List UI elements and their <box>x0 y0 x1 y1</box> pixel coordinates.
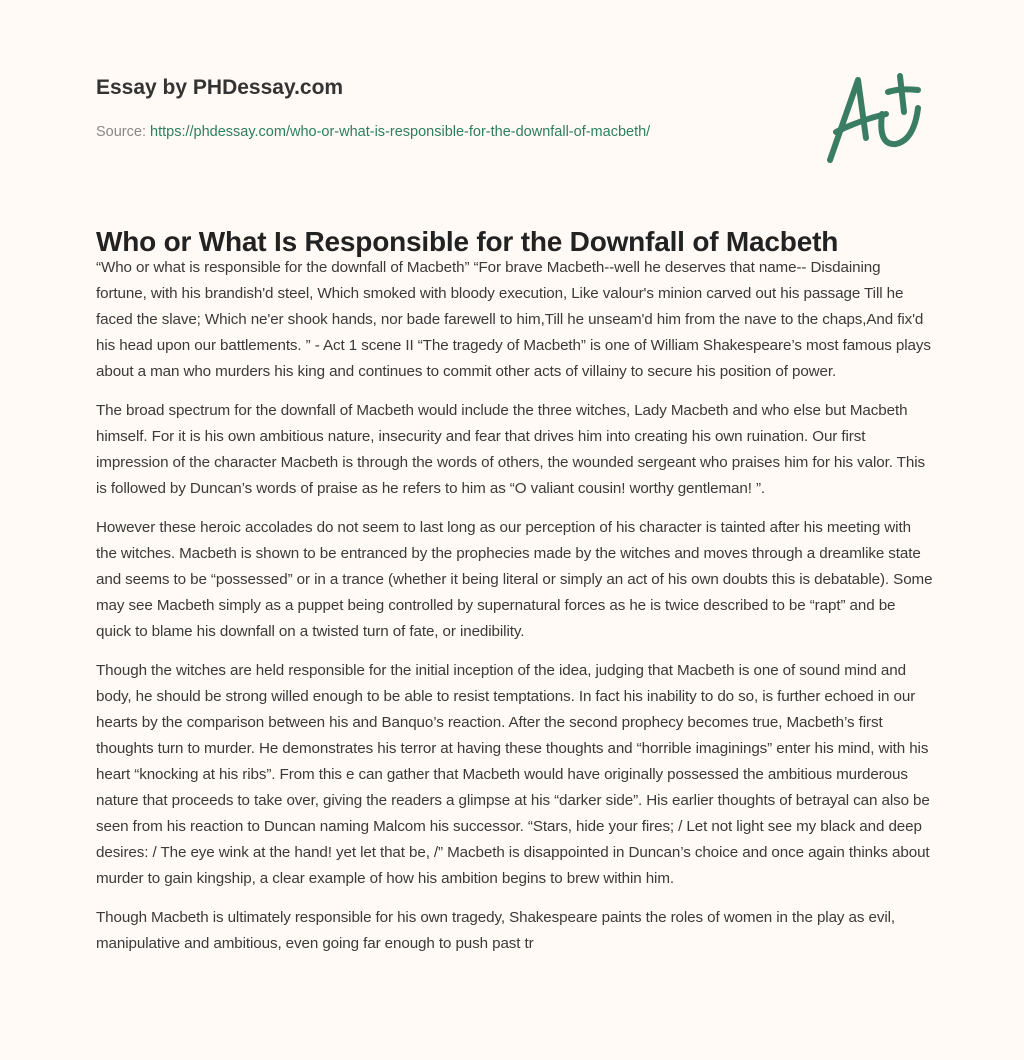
paragraph: Though Macbeth is ultimately responsible for his own tragedy, Shakespeare paints the roles of women in the play as evil, manipulative and ambitious, even going far enough to push past tr <box>96 909 895 952</box>
paragraph: The broad spectrum for the downfall of Macbeth would include the three witches, Lady Macbeth and who else but Macbeth himself. For it is his own ambitious nature, insecurity and fear that drives him into creating his own ruination. Our first impression of the character Macbeth is through the words of others, the wounded sergeant who praises him for his valor. This is followed by Duncan’s words of praise as he refers to him as “O valiant cousin! worthy gentleman! ”. <box>96 402 925 497</box>
source-link[interactable]: https://phdessay.com/who-or-what-is-responsible-for-the-downfall-of-macbeth/ <box>150 124 651 140</box>
article-title: Who or What Is Responsible for the Downfall of Macbeth <box>96 226 839 257</box>
source-label: Source: <box>96 124 146 140</box>
paragraph: “Who or what is responsible for the downfall of Macbeth” “For brave Macbeth--well he deserves that name-- Disdaining fortune, with his brandish'd steel, Which smoked with bloody execution, Like valour's minion carved out his passage Till he faced the slave; Which ne'er shook hands, nor bade farewell to him,Till he unseam'd him from the nave to the chaps,And fix'd his head upon our battlements. ” - Act 1 scene II “The tragedy of Macbeth” is one of William Shakespeare’s most famous plays about a man who murders his king and continues to commit other acts of villainy to secure his position of power. <box>96 259 931 380</box>
paragraph: Though the witches are held responsible for the initial inception of the idea, judging that Macbeth is one of sound mind and body, he should be strong willed enough to be able to resist temptations. In fact his inability to do so, is further echoed in our hearts by the comparison between his and Banquo’s reaction. After the second prophecy becomes true, Macbeth’s first thoughts turn to murder. He demonstrates his terror at having these thoughts and “horrible imaginings” enter his mind, with his heart “knocking at his ribs”. From this e can gather that Macbeth would have originally possessed the ambitious murderous nature that proceeds to take over, giving the readers a glimpse at his “darker side”. His earlier thoughts of betrayal can also be seen from his reaction to Duncan naming Malcom his successor. “Stars, hide your fires; / Let not light see my black and deep desires: / The eye wink at the hand! yet let that be, /” Macbeth is disappointed in Duncan’s choice and once again thinks about murder to gain kingship, a clear example of how his ambition begins to brew within him. <box>96 662 930 887</box>
a-plus-logo-icon <box>820 68 930 168</box>
source-line <box>96 124 650 140</box>
site-brand: Essay by PHDessay.com <box>96 76 344 99</box>
article-body <box>96 255 934 970</box>
paragraph: However these heroic accolades do not seem to last long as our perception of his character is tainted after his meeting with the witches. Macbeth is shown to be entranced by the prophecies made by the witches and moves through a dreamlike state and seems to be “possessed” or in a trance (whether it being literal or simply an act of his own doubts this is debatable). Some may see Macbeth simply as a puppet being controlled by supernatural forces as he is twice described to be “rapt” and be quick to blame his downfall on a twisted turn of fate, or inedibility. <box>96 519 933 640</box>
